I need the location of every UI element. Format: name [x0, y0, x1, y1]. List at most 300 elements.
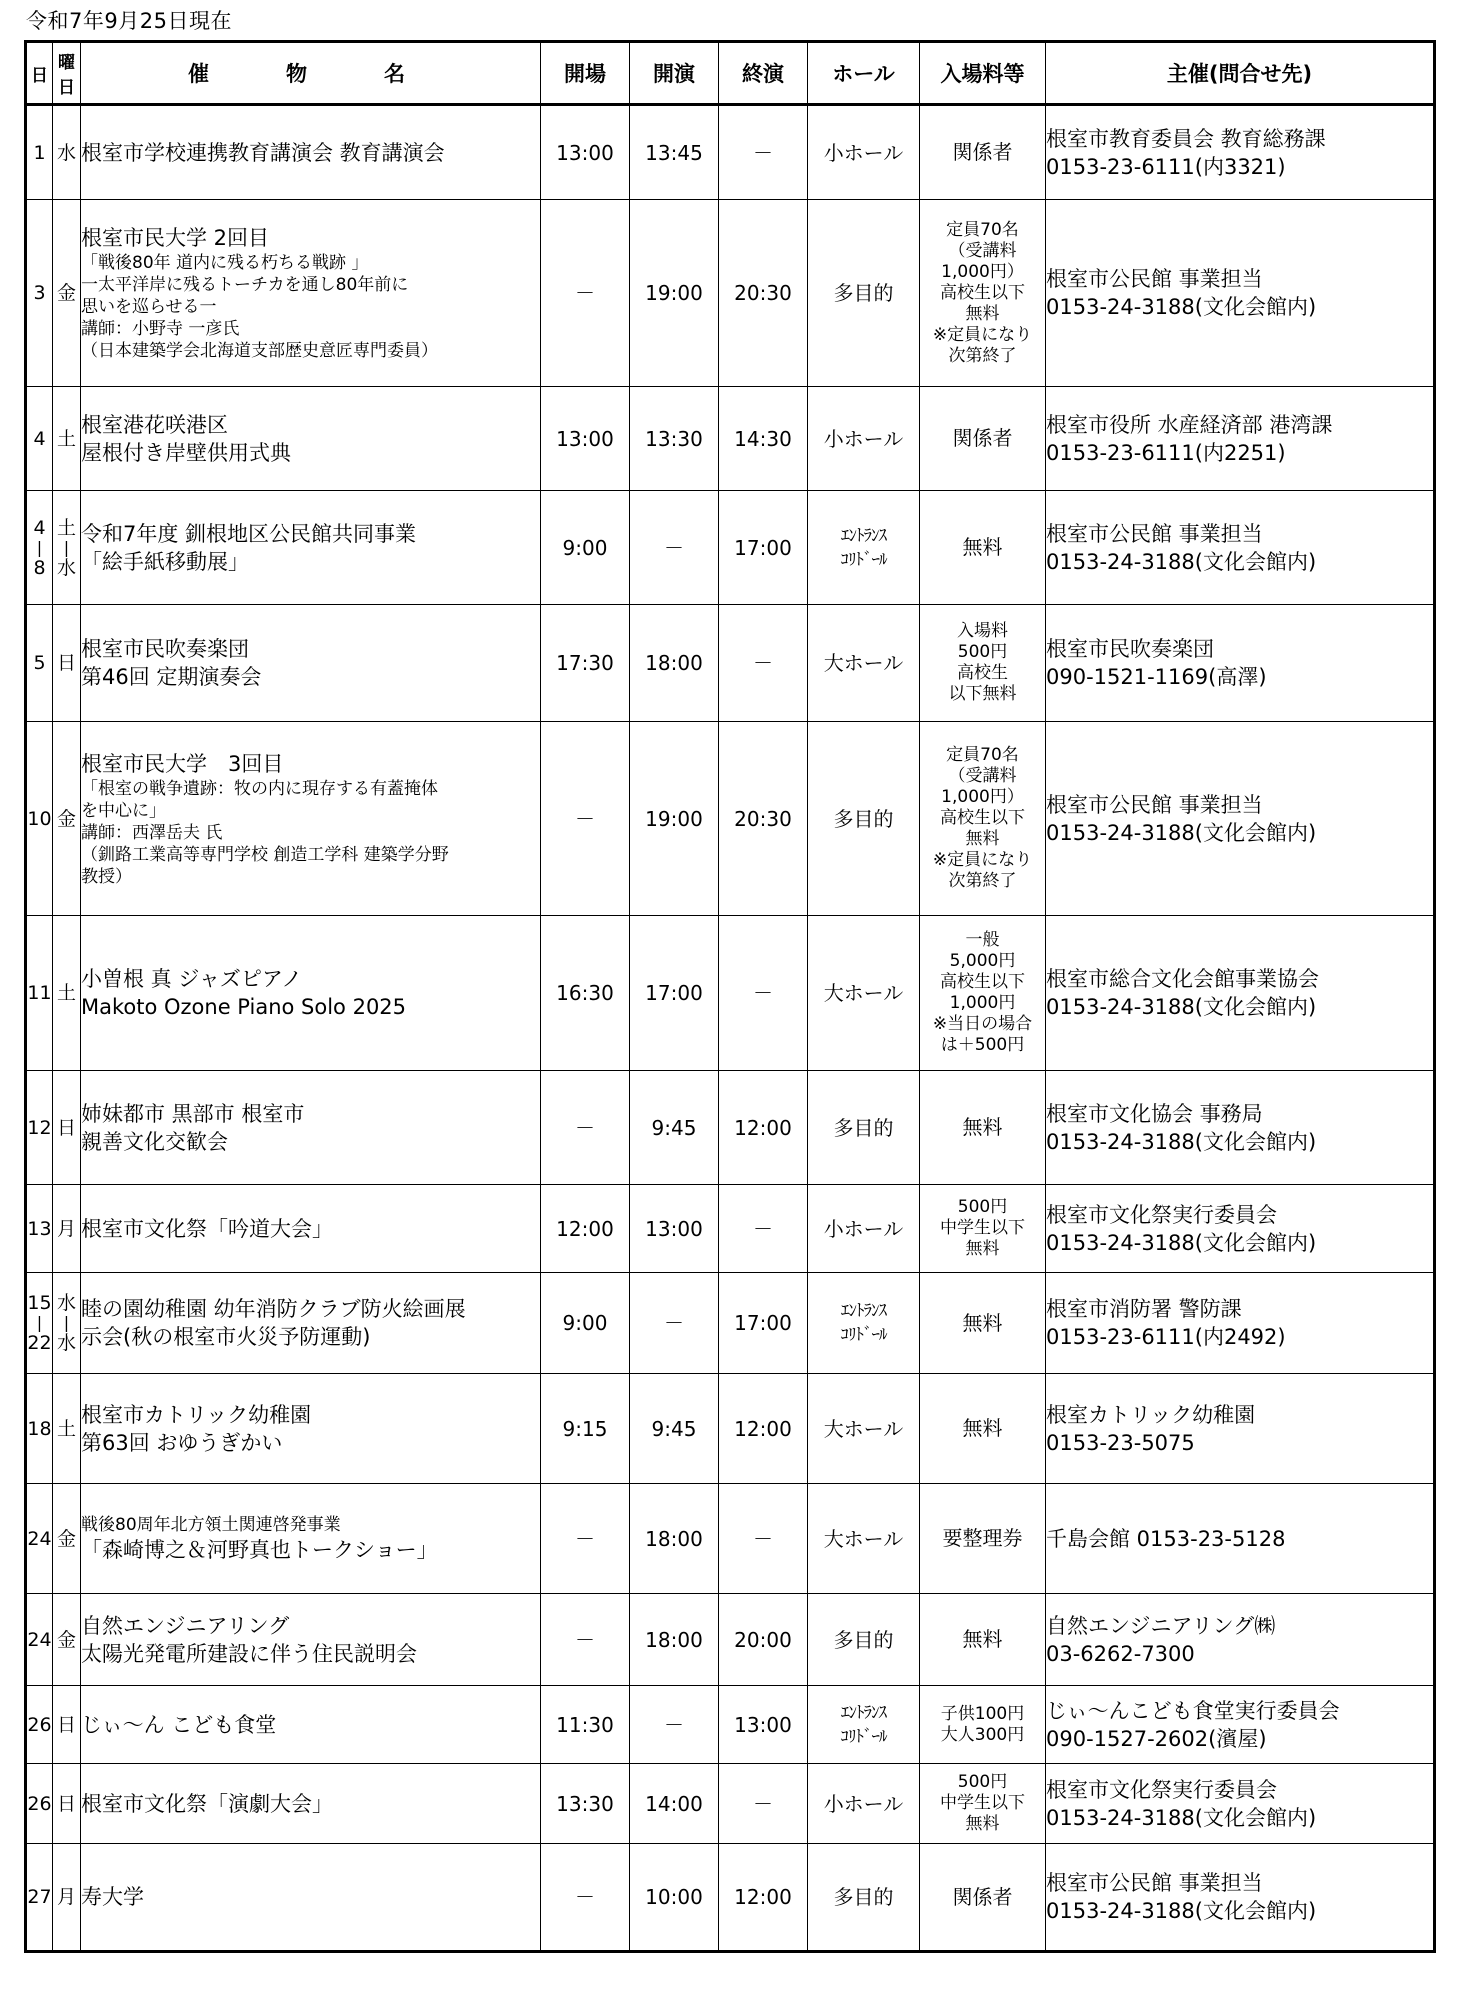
hall-text: ｴﾝﾄﾗﾝｽ	[841, 525, 886, 546]
hall-cell	[808, 605, 920, 722]
fee-cell	[920, 605, 1046, 722]
open-time: 11:30	[541, 1686, 630, 1764]
day-cell	[26, 722, 53, 916]
host-text: 0153-24-3188(文化会館内)	[1046, 1805, 1317, 1830]
host-cell	[1046, 200, 1435, 387]
host-cell	[1046, 1071, 1435, 1185]
fee-text: は＋500円	[940, 1035, 1025, 1055]
fee-text: 無料	[962, 535, 1003, 559]
fee-cell	[920, 1374, 1046, 1484]
weekday-text: 金	[56, 1628, 76, 1651]
event-cell	[81, 491, 541, 605]
end-time: 12:00	[719, 1374, 808, 1484]
event-cell	[81, 1273, 541, 1374]
start-time: 18:00	[630, 1484, 719, 1594]
header-fee: 入場料等	[920, 42, 1046, 105]
start-time: 17:00	[630, 916, 719, 1071]
host-cell	[1046, 605, 1435, 722]
weekday-cell	[53, 491, 81, 605]
event-name: 根室市民吹奏楽団	[81, 637, 249, 661]
hall-text: ｴﾝﾄﾗﾝｽ	[841, 1702, 886, 1723]
open-time: －	[541, 1844, 630, 1952]
open-time: 16:30	[541, 916, 630, 1071]
header-day: 日	[26, 42, 53, 105]
day-cell	[26, 605, 53, 722]
hall-cell	[808, 491, 920, 605]
start-time: －	[630, 1273, 719, 1374]
table-row	[26, 1686, 1435, 1764]
event-cell	[81, 1844, 541, 1952]
event-detail: 「戦後80年 道内に残る朽ちる戦跡 」	[81, 253, 369, 273]
fee-cell	[920, 1764, 1046, 1844]
end-time: 20:00	[719, 1594, 808, 1686]
table-row	[26, 105, 1435, 200]
event-name: 睦の園幼稚園 幼年消防クラブ防火絵画展	[81, 1297, 466, 1321]
fee-text: ※定員になり	[932, 850, 1033, 870]
fee-cell	[920, 1071, 1046, 1185]
day-text: 27	[27, 1886, 52, 1908]
open-time: 13:30	[541, 1764, 630, 1844]
start-time: 9:45	[630, 1071, 719, 1185]
host-text: 根室カトリック幼稚園	[1046, 1402, 1256, 1427]
fee-text: 無料	[965, 829, 1000, 849]
hall-cell	[808, 1686, 920, 1764]
event-cell	[81, 1594, 541, 1686]
host-text: 千島会館 0153-23-5128	[1046, 1526, 1286, 1551]
table-row	[26, 200, 1435, 387]
event-cell	[81, 1686, 541, 1764]
host-text: 0153-23-6111(内2492)	[1046, 1325, 1286, 1349]
table-row	[26, 1374, 1435, 1484]
host-text: 根室市公民館 事業担当	[1046, 267, 1263, 291]
table-row	[26, 1273, 1435, 1374]
fee-text: 要整理券	[942, 1526, 1023, 1550]
hall-cell	[808, 1185, 920, 1273]
table-row	[26, 1594, 1435, 1686]
day-text: 10	[27, 807, 52, 830]
table-row	[26, 916, 1435, 1071]
header-host: 主催(問合せ先)	[1046, 42, 1435, 105]
fee-text: 高校生	[957, 663, 1008, 683]
fee-cell	[920, 1273, 1046, 1374]
open-time: 13:00	[541, 387, 630, 491]
hall-cell	[808, 1071, 920, 1185]
host-text: じぃ～んこども食堂実行委員会	[1046, 1698, 1340, 1723]
host-text: 090-1527-2602(濱屋)	[1046, 1726, 1267, 1751]
event-name: Makoto Ozone Piano Solo 2025	[81, 995, 407, 1019]
fee-text: 高校生以下	[940, 282, 1025, 303]
day-text: 24	[27, 1628, 52, 1651]
hall-cell	[808, 1484, 920, 1594]
event-cell	[81, 1764, 541, 1844]
hall-text: 多目的	[833, 281, 894, 305]
weekday-text: 月	[56, 1217, 76, 1240]
header-row	[26, 42, 1435, 105]
event-name: 根室市民大学 2回目	[81, 226, 270, 250]
host-text: 03-6262-7300	[1046, 1641, 1195, 1666]
start-time: 19:00	[630, 200, 719, 387]
open-time: 9:15	[541, 1374, 630, 1484]
day-cell	[26, 1686, 53, 1764]
open-time: 12:00	[541, 1185, 630, 1273]
fee-cell	[920, 387, 1046, 491]
host-cell	[1046, 916, 1435, 1071]
host-text: 0153-23-5075	[1046, 1430, 1195, 1455]
end-time: －	[719, 1764, 808, 1844]
host-text: 0153-24-3188(文化会館内)	[1046, 1129, 1317, 1154]
host-text: 自然エンジニアリング㈱	[1046, 1613, 1276, 1638]
end-time: 14:30	[719, 387, 808, 491]
fee-text: ※当日の場合	[932, 1014, 1033, 1034]
end-time: 13:00	[719, 1686, 808, 1764]
start-time: 18:00	[630, 605, 719, 722]
fee-text: 無料	[965, 1239, 1000, 1259]
weekday-cell	[53, 1594, 81, 1686]
fee-cell	[920, 491, 1046, 605]
table-row	[26, 1484, 1435, 1594]
start-time: 19:00	[630, 722, 719, 916]
hall-cell	[808, 200, 920, 387]
end-time: －	[719, 1185, 808, 1273]
fee-cell	[920, 1484, 1046, 1594]
weekday-cell	[53, 1273, 81, 1374]
weekday-text: 日	[56, 1713, 76, 1736]
end-time: －	[719, 1484, 808, 1594]
event-schedule-table	[24, 40, 1436, 1953]
event-cell	[81, 1484, 541, 1594]
host-text: 根室市文化祭実行委員会	[1046, 1202, 1277, 1227]
host-text: 0153-24-3188(文化会館内)	[1046, 1899, 1317, 1923]
start-time: 10:00	[630, 1844, 719, 1952]
event-detail: 講師：小野寺 一彦氏	[81, 319, 240, 339]
header-start: 開演	[630, 42, 719, 105]
day-text: 3	[33, 282, 46, 304]
day-cell	[26, 1374, 53, 1484]
event-detail: 思いを巡らせる一	[81, 297, 217, 317]
event-name: 太陽光発電所建設に伴う住民説明会	[81, 1641, 417, 1666]
day-text: 11	[27, 982, 52, 1004]
fee-cell	[920, 1594, 1046, 1686]
fee-text: 定員70名	[946, 219, 1019, 240]
day-text: 26	[27, 1713, 52, 1736]
hall-text: 小ホール	[823, 426, 904, 451]
hall-text: ｺﾘﾄﾞｰﾙ	[840, 1726, 887, 1747]
weekday-cell	[53, 200, 81, 387]
hall-text: 多目的	[833, 806, 894, 831]
as-of-date: 令和7年9月25日現在	[26, 9, 232, 33]
open-time: －	[541, 1594, 630, 1686]
fee-text: （受講料	[948, 240, 1017, 261]
day-text: 12	[27, 1116, 52, 1139]
day-text: |	[36, 537, 43, 557]
hall-text: 小ホール	[823, 1791, 904, 1816]
weekday-text: 水	[56, 1292, 76, 1314]
host-text: 根室市公民館 事業担当	[1046, 792, 1263, 817]
weekday-cell	[53, 1686, 81, 1764]
end-time: 17:00	[719, 491, 808, 605]
start-time: 13:45	[630, 105, 719, 200]
end-time: 12:00	[719, 1844, 808, 1952]
hall-text: 大ホール	[823, 651, 904, 675]
host-text: 0153-24-3188(文化会館内)	[1046, 1230, 1317, 1255]
day-cell	[26, 1484, 53, 1594]
open-time: 9:00	[541, 491, 630, 605]
fee-cell	[920, 722, 1046, 916]
host-text: 0153-23-6111(内3321)	[1046, 154, 1286, 179]
host-text: 根室市役所 水産経済部 港湾課	[1046, 412, 1333, 437]
host-cell	[1046, 1185, 1435, 1273]
event-name: 「森崎博之＆河野真也トークショー」	[81, 1537, 438, 1562]
weekday-text: |	[63, 537, 70, 557]
host-cell	[1046, 1844, 1435, 1952]
event-cell	[81, 1374, 541, 1484]
end-time: 20:30	[719, 200, 808, 387]
host-cell	[1046, 491, 1435, 605]
table-row	[26, 491, 1435, 605]
fee-text: 高校生以下	[940, 808, 1025, 828]
hall-text: 大ホール	[823, 981, 904, 1005]
host-text: 根室市公民館 事業担当	[1046, 521, 1263, 546]
end-time: 12:00	[719, 1071, 808, 1185]
host-text: 090-1521-1169(高澤)	[1046, 665, 1267, 689]
table-row	[26, 722, 1435, 916]
fee-text: 中学生以下	[940, 1793, 1025, 1813]
event-name: 自然エンジニアリング	[81, 1613, 290, 1638]
weekday-cell	[53, 1185, 81, 1273]
weekday-text: 水	[56, 556, 76, 579]
fee-text: 500円	[957, 1197, 1008, 1217]
day-text: |	[36, 1313, 43, 1332]
open-time: 13:00	[541, 105, 630, 200]
host-text: 0153-24-3188(文化会館内)	[1046, 820, 1317, 845]
event-name: じぃ～ん こども食堂	[81, 1712, 277, 1737]
day-text: 4	[33, 427, 46, 450]
table-row	[26, 1185, 1435, 1273]
day-cell	[26, 1273, 53, 1374]
header-hall: ホール	[808, 42, 920, 105]
day-text: 4	[33, 516, 46, 539]
event-cell	[81, 387, 541, 491]
host-text: 根室市公民館 事業担当	[1046, 1871, 1263, 1895]
hall-text: 小ホール	[823, 1216, 904, 1241]
day-text: 13	[27, 1217, 52, 1240]
hall-cell	[808, 1844, 920, 1952]
day-cell	[26, 387, 53, 491]
fee-cell	[920, 200, 1046, 387]
fee-text: 関係者	[952, 1884, 1013, 1909]
host-text: 根室市総合文化会館事業協会	[1046, 967, 1319, 991]
open-time: －	[541, 200, 630, 387]
fee-text: 関係者	[952, 426, 1013, 450]
header-weekday: 曜日	[53, 42, 81, 105]
event-name: 根室市学校連携教育講演会 教育講演会	[81, 140, 445, 165]
weekday-cell	[53, 105, 81, 200]
weekday-cell	[53, 722, 81, 916]
event-detail: （日本建築学会北海道支部歴史意匠専門委員）	[81, 341, 438, 361]
event-name: 小曽根 真 ジャズピアノ	[81, 967, 303, 991]
fee-text: 無料	[965, 1814, 1000, 1834]
table-row	[26, 605, 1435, 722]
day-cell	[26, 491, 53, 605]
start-time: 13:00	[630, 1185, 719, 1273]
table-row	[26, 387, 1435, 491]
event-name: 寿大学	[81, 1885, 144, 1909]
day-text: 5	[33, 652, 46, 674]
host-text: 0153-24-3188(文化会館内)	[1046, 995, 1317, 1019]
open-time: －	[541, 722, 630, 916]
weekday-text: 日	[56, 1792, 76, 1815]
fee-text: 入場料	[957, 621, 1008, 641]
event-name: 根室市文化祭「演劇大会」	[81, 1791, 333, 1816]
hall-cell	[808, 1374, 920, 1484]
fee-text: 一般	[965, 930, 1000, 950]
host-cell	[1046, 105, 1435, 200]
day-cell	[26, 105, 53, 200]
host-cell	[1046, 722, 1435, 916]
day-cell	[26, 1844, 53, 1952]
host-text: 根室市民吹奏楽団	[1046, 637, 1214, 661]
fee-text: 1,000円）	[941, 787, 1024, 807]
weekday-text: 土	[56, 516, 76, 539]
fee-text: 無料	[962, 1627, 1003, 1651]
hall-cell	[808, 1594, 920, 1686]
fee-text: 無料	[962, 1416, 1003, 1440]
weekday-cell	[53, 916, 81, 1071]
event-cell	[81, 916, 541, 1071]
host-text: 根室市文化祭実行委員会	[1046, 1777, 1277, 1802]
day-cell	[26, 1764, 53, 1844]
event-cell	[81, 1071, 541, 1185]
weekday-cell	[53, 1764, 81, 1844]
event-cell	[81, 105, 541, 200]
start-time: －	[630, 1686, 719, 1764]
event-detail: を中心に」	[81, 800, 166, 821]
weekday-cell	[53, 1844, 81, 1952]
event-name: 根室市文化祭「吟道大会」	[81, 1216, 333, 1241]
day-cell	[26, 1071, 53, 1185]
end-time: 17:00	[719, 1273, 808, 1374]
host-text: 0153-24-3188(文化会館内)	[1046, 549, 1317, 574]
event-name: 第46回 定期演奏会	[81, 665, 262, 689]
hall-text: 小ホール	[823, 140, 904, 165]
event-name: 第63回 おゆうぎかい	[81, 1430, 283, 1455]
weekday-cell	[53, 1071, 81, 1185]
open-time: 9:00	[541, 1273, 630, 1374]
day-text: 15	[27, 1292, 52, 1314]
end-time: 20:30	[719, 722, 808, 916]
hall-text: ｴﾝﾄﾗﾝｽ	[841, 1301, 886, 1321]
day-cell	[26, 1594, 53, 1686]
fee-cell	[920, 916, 1046, 1071]
event-detail: （釧路工業高等専門学校 創造工学科 建築学分野	[81, 844, 449, 865]
header-end: 終演	[719, 42, 808, 105]
event-name: 根室港花咲港区	[81, 412, 228, 437]
event-detail: 講師：西澤岳夫 氏	[81, 822, 223, 843]
weekday-text: 水	[56, 1332, 76, 1354]
weekday-text: |	[63, 1313, 70, 1332]
start-time: 14:00	[630, 1764, 719, 1844]
host-text: 根室市文化協会 事務局	[1046, 1101, 1263, 1126]
fee-cell	[920, 1844, 1046, 1952]
day-cell	[26, 200, 53, 387]
hall-text: ｺﾘﾄﾞｰﾙ	[840, 549, 887, 570]
weekday-text: 金	[56, 807, 76, 830]
header-open: 開場	[541, 42, 630, 105]
hall-cell	[808, 916, 920, 1071]
day-text: 8	[33, 556, 46, 579]
day-text: 1	[33, 141, 46, 164]
event-name: 根室市民大学 3回目	[81, 751, 284, 776]
weekday-text: 土	[56, 982, 76, 1004]
fee-text: 無料	[962, 1115, 1003, 1139]
table-row	[26, 1844, 1435, 1952]
hall-cell	[808, 387, 920, 491]
open-time: －	[541, 1484, 630, 1594]
hall-text: 大ホール	[823, 1526, 904, 1551]
day-text: 18	[27, 1417, 52, 1440]
start-time: －	[630, 491, 719, 605]
weekday-text: 月	[56, 1886, 76, 1908]
end-time: －	[719, 105, 808, 200]
fee-text: （受講料	[948, 766, 1017, 786]
fee-text: 無料	[962, 1310, 1003, 1335]
event-cell	[81, 1185, 541, 1273]
host-cell	[1046, 1686, 1435, 1764]
event-name: 「絵手紙移動展」	[81, 549, 249, 574]
weekday-text: 金	[56, 282, 76, 304]
fee-text: 500円	[957, 642, 1008, 662]
day-text: 26	[27, 1792, 52, 1815]
event-name: 令和7年度 釧根地区公民館共同事業	[81, 521, 417, 546]
host-cell	[1046, 1273, 1435, 1374]
host-text: 0153-24-3188(文化会館内)	[1046, 295, 1317, 319]
end-time: －	[719, 605, 808, 722]
fee-text: 無料	[965, 303, 1000, 324]
event-cell	[81, 605, 541, 722]
event-detail: 「根室の戦争遺跡：牧の内に現存する有蓋掩体	[81, 778, 438, 799]
host-cell	[1046, 1374, 1435, 1484]
hall-cell	[808, 1273, 920, 1374]
weekday-cell	[53, 605, 81, 722]
host-text: 根室市教育委員会 教育総務課	[1046, 126, 1326, 151]
table-row	[26, 1764, 1435, 1844]
host-cell	[1046, 1594, 1435, 1686]
hall-text: ｺﾘﾄﾞｰﾙ	[840, 1325, 887, 1345]
fee-text: 子供100円	[940, 1703, 1025, 1724]
fee-cell	[920, 1686, 1046, 1764]
fee-text: 大人300円	[940, 1724, 1025, 1745]
weekday-text: 日	[56, 652, 76, 674]
fee-text: 高校生以下	[940, 972, 1025, 992]
host-cell	[1046, 1764, 1435, 1844]
fee-text: 1,000円）	[941, 261, 1024, 282]
weekday-text: 水	[56, 141, 76, 164]
start-time: 13:30	[630, 387, 719, 491]
fee-text: 5,000円	[949, 951, 1016, 971]
start-time: 18:00	[630, 1594, 719, 1686]
hall-cell	[808, 105, 920, 200]
hall-text: 大ホール	[823, 1416, 904, 1441]
fee-text: 1,000円	[949, 993, 1016, 1013]
day-text: 24	[27, 1527, 52, 1550]
hall-text: 多目的	[833, 1627, 894, 1652]
open-time: －	[541, 1071, 630, 1185]
table-row	[26, 1071, 1435, 1185]
fee-text: ※定員になり	[932, 324, 1033, 345]
event-cell	[81, 200, 541, 387]
fee-text: 500円	[957, 1772, 1008, 1792]
day-cell	[26, 1185, 53, 1273]
